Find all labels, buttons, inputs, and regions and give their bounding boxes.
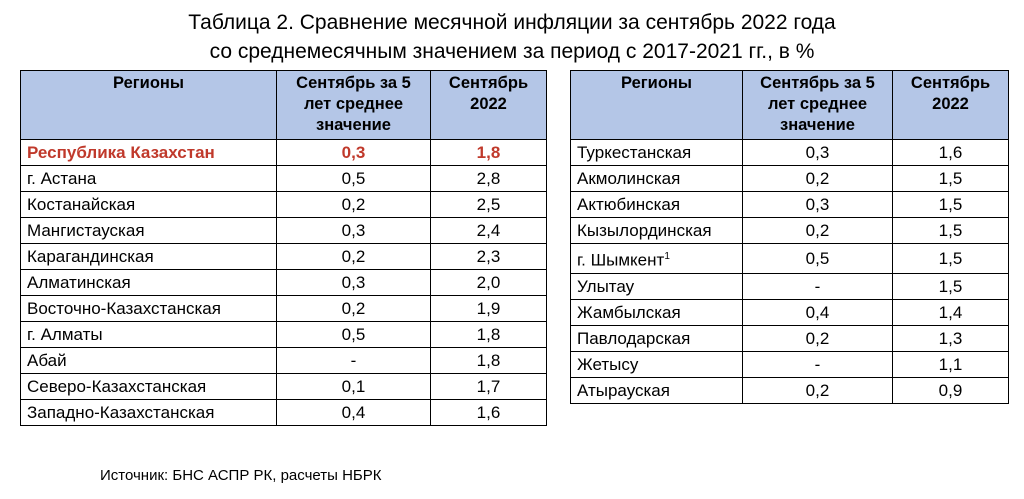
- region-name: г. Алматы: [27, 325, 103, 344]
- header-region: Регионы: [21, 71, 277, 140]
- table-row: [21, 374, 547, 400]
- avg5-cell: 0,3: [743, 192, 893, 218]
- region-name: Туркестанская: [577, 143, 692, 162]
- region-cell: [571, 218, 743, 244]
- table-row: [571, 377, 1009, 403]
- region-name: Северо-Казахстанская: [27, 377, 207, 396]
- region-cell: [21, 400, 277, 426]
- avg5-cell: 0,2: [743, 325, 893, 351]
- region-name: Абай: [27, 351, 67, 370]
- table-row: [571, 273, 1009, 299]
- avg5-cell: -: [743, 351, 893, 377]
- region-cell: [571, 192, 743, 218]
- region-name: Актюбинская: [577, 195, 681, 214]
- avg5-cell: 0,3: [277, 140, 431, 166]
- header-row: [21, 71, 547, 140]
- avg5-cell: -: [743, 273, 893, 299]
- region-cell: [21, 296, 277, 322]
- table-row: [571, 325, 1009, 351]
- sep2022-cell: 1,9: [431, 296, 547, 322]
- table-title: [0, 8, 1024, 66]
- region-name: Карагандинская: [27, 247, 154, 266]
- region-name: Жетысу: [577, 354, 639, 374]
- region-name: Улытау: [577, 276, 635, 296]
- table-row: [21, 400, 547, 426]
- sep2022-cell: 0,9: [893, 377, 1009, 403]
- region-cell: [21, 270, 277, 296]
- region-name: Костанайская: [27, 195, 136, 214]
- sep2022-cell: 1,8: [431, 322, 547, 348]
- region-name: Акмолинская: [577, 169, 681, 188]
- avg5-cell: 0,3: [277, 270, 431, 296]
- table-row: [571, 244, 1009, 274]
- region-name: Атырауская: [577, 380, 670, 400]
- table-row: [571, 299, 1009, 325]
- region-cell: [21, 192, 277, 218]
- footnote-marker: 1: [664, 251, 670, 262]
- region-cell: [21, 140, 277, 166]
- avg5-cell: 0,5: [277, 322, 431, 348]
- title-line-2: со среднемесячным значением за период с 2017-2021 гг., в %: [209, 40, 815, 63]
- region-name: Алматинская: [27, 273, 131, 292]
- sep2022-cell: 2,8: [431, 166, 547, 192]
- region-name: Западно-Казахстанская: [27, 403, 215, 422]
- region-cell: [571, 351, 743, 377]
- region-cell: [21, 166, 277, 192]
- avg5-cell: 0,3: [743, 140, 893, 166]
- header-avg5: Сентябрь за 5 лет среднее значение: [277, 71, 431, 140]
- table-row: [21, 296, 547, 322]
- table-row: [571, 218, 1009, 244]
- sep2022-cell: 1,8: [431, 140, 547, 166]
- region-cell: [571, 299, 743, 325]
- table-row: [571, 351, 1009, 377]
- sep2022-cell: 1,4: [893, 299, 1009, 325]
- region-name: Восточно-Казахстанская: [27, 299, 221, 318]
- region-cell: [571, 325, 743, 351]
- table-row: [21, 140, 547, 166]
- region-cell: [571, 273, 743, 299]
- avg5-cell: -: [277, 348, 431, 374]
- avg5-cell: 0,5: [743, 244, 893, 274]
- region-cell: [571, 140, 743, 166]
- region-cell: [21, 322, 277, 348]
- table-row: [21, 270, 547, 296]
- sep2022-cell: 1,5: [893, 218, 1009, 244]
- sep2022-cell: 1,5: [893, 244, 1009, 274]
- avg5-cell: 0,2: [743, 377, 893, 403]
- region-cell: [571, 244, 743, 274]
- sep2022-cell: 1,5: [893, 192, 1009, 218]
- header-avg5: Сентябрь за 5 лет среднее значение: [743, 71, 893, 140]
- sep2022-cell: 1,3: [893, 325, 1009, 351]
- table-row: [21, 192, 547, 218]
- sep2022-cell: 2,4: [431, 218, 547, 244]
- inflation-table-right: [570, 70, 1009, 404]
- avg5-cell: 0,1: [277, 374, 431, 400]
- region-name: Павлодарская: [577, 328, 691, 348]
- sep2022-cell: 1,1: [893, 351, 1009, 377]
- sep2022-cell: 1,5: [893, 273, 1009, 299]
- region-cell: [571, 377, 743, 403]
- header-region: Регионы: [571, 71, 743, 140]
- table-row: [21, 244, 547, 270]
- sep2022-cell: 1,5: [893, 166, 1009, 192]
- source-note: Источник: БНС АСПР РК, расчеты НБРК: [100, 467, 382, 484]
- sep2022-cell: 2,3: [431, 244, 547, 270]
- avg5-cell: 0,2: [277, 192, 431, 218]
- sep2022-cell: 2,5: [431, 192, 547, 218]
- region-cell: [21, 374, 277, 400]
- table-row: [571, 166, 1009, 192]
- region-name: г. Шымкент: [577, 250, 665, 270]
- region-cell: [21, 348, 277, 374]
- header-row: [571, 71, 1009, 140]
- table-row: [21, 348, 547, 374]
- region-cell: [21, 244, 277, 270]
- table-row: [571, 140, 1009, 166]
- region-name: Кызылординская: [577, 221, 712, 240]
- title-line-1: Таблица 2. Сравнение месячной инфляции за сентябрь 2022 года: [188, 11, 836, 34]
- inflation-table-left: [20, 70, 547, 426]
- avg5-cell: 0,2: [743, 218, 893, 244]
- avg5-cell: 0,5: [277, 166, 431, 192]
- avg5-cell: 0,4: [743, 299, 893, 325]
- avg5-cell: 0,2: [277, 296, 431, 322]
- sep2022-cell: 1,8: [431, 348, 547, 374]
- avg5-cell: 0,4: [277, 400, 431, 426]
- avg5-cell: 0,3: [277, 218, 431, 244]
- region-cell: [571, 166, 743, 192]
- avg5-cell: 0,2: [277, 244, 431, 270]
- sep2022-cell: 2,0: [431, 270, 547, 296]
- region-name: Республика Казахстан: [27, 143, 215, 162]
- table-row: [21, 322, 547, 348]
- table-row: [571, 192, 1009, 218]
- avg5-cell: 0,2: [743, 166, 893, 192]
- sep2022-cell: 1,6: [893, 140, 1009, 166]
- header-sep2022: Сентябрь 2022: [893, 71, 1009, 140]
- sep2022-cell: 1,6: [431, 400, 547, 426]
- table-row: [21, 166, 547, 192]
- region-name: Жамбылская: [577, 302, 681, 322]
- region-cell: [21, 218, 277, 244]
- region-name: г. Астана: [27, 169, 97, 188]
- sep2022-cell: 1,7: [431, 374, 547, 400]
- header-sep2022: Сентябрь 2022: [431, 71, 547, 140]
- region-name: Мангистауская: [27, 221, 145, 240]
- table-row: [21, 218, 547, 244]
